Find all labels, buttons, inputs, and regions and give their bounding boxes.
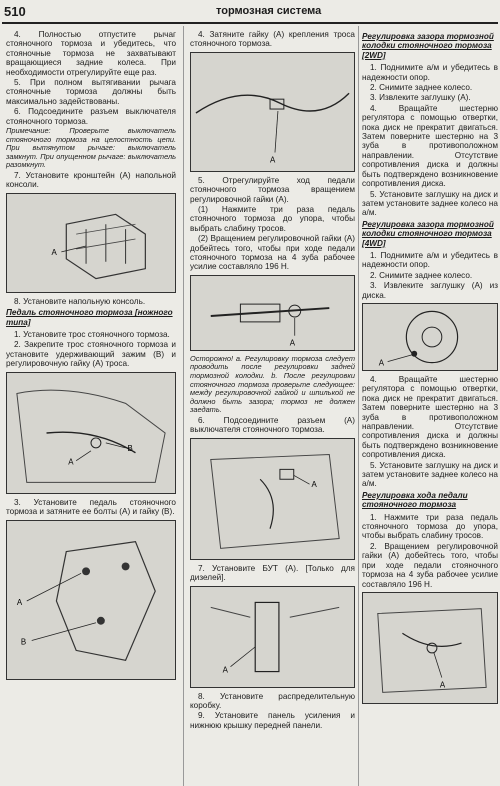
figure-pedal-adjust	[362, 592, 498, 704]
caution-note: Осторожно! а. Регулировку тормоза следует проводить после регулировки задней тормозной колодки. b. После регулировки стояночного тормоза проверьте следующее: между регулировочной гайкой и шпилькой не должно быть зазора; тормоз не должен заедать.	[190, 353, 355, 415]
section-heading: Регулировка зазора тормозной колодки стояночного тормоза [4WD]	[362, 219, 494, 248]
step-paragraph: 2. Снимите заднее колесо.	[370, 83, 473, 93]
step-paragraph: 2. Вращением регулировочной гайки (А) добейтесь того, чтобы при ходе педали стояночного тормоза на 4 зуба рабочее усилие составляло 196 Н.	[362, 541, 498, 589]
pedal-bolts-illustration	[7, 521, 175, 679]
step-paragraph: 6. Подсоедините разъем выключателя стояночного тормоза.	[6, 107, 176, 126]
step-paragraph: 2. Снимите заднее колесо.	[370, 270, 473, 280]
figure-pedal-bolts	[6, 520, 176, 680]
fig-label: A	[68, 457, 74, 467]
column-divider	[183, 26, 184, 786]
section-heading: Педаль стояночного тормоза [ножного типа]	[6, 308, 173, 327]
note-text: Примечание: Проверьте выключатель стояночного тормоза на целостность цепи. При вытянутом рычаге: выключатель замкнут. При опущенном рычаге: выключатель разомкнут.	[6, 126, 176, 170]
switch-connector-illustration	[191, 439, 354, 559]
fig-label: A	[289, 338, 296, 348]
cable-nut-illustration	[191, 53, 354, 171]
fig-label: A	[222, 665, 228, 675]
column-divider	[358, 26, 359, 786]
figure-cable-clip	[6, 372, 176, 494]
fig-label: A	[439, 680, 446, 690]
step-paragraph: 6. Подсоедините разъем (А) выключателя стояночного тормоза.	[190, 416, 355, 435]
column-right	[362, 30, 498, 708]
step-paragraph: 5. При полном вытягивании рычага стояночные тормоза должны быть максимально задействованы.	[6, 78, 176, 106]
fig-label: B	[20, 636, 27, 646]
step-paragraph: 3. Извлеките заглушку (А).	[370, 93, 471, 103]
step-paragraph: 3. Установите педаль стояночного тормоза и затяните ее болты (А) и гайку (В).	[6, 497, 176, 517]
step-paragraph: 4. Полностью отпустите рычаг стояночного тормоза и убедитесь, что стояночные тормоза не захватывают вращающиеся задние колеса. При необходимости отрегулируйте еще раз.	[6, 30, 176, 77]
console-bracket-illustration	[7, 194, 175, 292]
page-header	[0, 0, 500, 26]
figure-switch-connector	[190, 438, 355, 560]
page-number: 510	[4, 4, 26, 19]
step-paragraph: 5. Установите заглушку на диск и затем установите заднее колесо на а/м.	[362, 189, 498, 218]
step-paragraph: 1. Поднимите а/м и убедитесь в надежности опор.	[362, 63, 498, 82]
figure-console-bracket	[6, 193, 176, 293]
step-paragraph: 4. Затяните гайку (А) крепления троса стояночного тормоза.	[190, 30, 355, 49]
step-paragraph: 2. Закрепите трос стояночного тормоза и установите удерживающий зажим (В) и регулировочную гайку (А) троса.	[6, 340, 176, 369]
step-paragraph: 1. Поднимите а/м и убедитесь в надежности опор.	[362, 250, 498, 270]
disc-plug-illustration	[363, 304, 497, 370]
fig-label: B	[127, 443, 133, 453]
step-paragraph: 7. Установите кронштейн (А) напольной консоли.	[6, 171, 176, 190]
step-paragraph: 1. Установите трос стояночного тормоза.	[14, 330, 170, 340]
adjust-nut-illustration	[191, 276, 354, 350]
step-paragraph: 9. Установите панель усиления и нижнюю крышку передней панели.	[190, 711, 355, 730]
fig-label: A	[311, 479, 317, 489]
figure-ecu	[190, 586, 355, 688]
step-paragraph: (2) Вращением регулировочной гайки (А) добейтесь того, чтобы при ходе педали стояночного тормоза на 4 зуба рабочее усилие составляло 196 Н.	[190, 234, 355, 272]
fig-label: A	[16, 597, 23, 607]
step-paragraph: 8. Установите напольную консоль.	[14, 296, 146, 306]
step-paragraph: 5. Установите заглушку на диск и затем установите заднее колесо на а/м.	[362, 460, 498, 489]
ecu-illustration	[191, 587, 354, 687]
section-heading: Регулировка зазора тормозной колодки стояночного тормоза [2WD]	[362, 32, 494, 60]
step-paragraph: 4. Вращайте шестерню регулятора с помощью отвертки, пока диск не прекратит двигаться. Затем поверните шестерню на 3 зуба в противоположном направлении. Отсутствие сопротивления диска и должны быть подтверждено возникновение сопротивления диска.	[362, 103, 498, 189]
step-paragraph: 8. Установите распределительную коробку.	[190, 691, 355, 711]
header-rule	[2, 22, 498, 24]
figure-disc-plug	[362, 303, 498, 371]
figure-cable-nut	[190, 52, 355, 172]
cable-clip-illustration	[7, 373, 175, 493]
step-paragraph: 7. Установите БУТ (А). [Только для дизелей].	[190, 563, 355, 583]
section-title: тормозная система	[216, 5, 322, 17]
fig-label: A	[51, 247, 57, 257]
column-middle	[190, 30, 355, 731]
step-paragraph: (1) Нажмите три раза педаль стояночного тормоза до упора, чтобы выбрать слабину тросов.	[190, 205, 355, 233]
step-paragraph: 5. Отрегулируйте ход педали стояночного тормоза вращением регулировочной гайки (А).	[190, 175, 355, 204]
step-paragraph: 3. Извлеките заглушку (А) из диска.	[362, 281, 498, 300]
section-heading: Регулировка хода педали стояночного тормоза	[362, 490, 468, 510]
figure-adjust-nut	[190, 275, 355, 351]
pedal-adjust-illustration	[363, 593, 497, 703]
column-left	[6, 30, 176, 684]
fig-label: A	[378, 358, 385, 368]
step-paragraph: 1. Нажмите три раза педаль стояночного тормоза до упора, чтобы выбрать слабину тросов.	[362, 512, 498, 541]
step-paragraph: 4. Вращайте шестерню регулятора с помощью отвертки, пока диск не прекратит двигаться. Затем поверните шестерню на 3 зуба в противоположном направлении. Отсутствие сопротивления диска и должны быть подтверждено возникновение сопротивления диска.	[362, 374, 498, 460]
fig-label: A	[270, 155, 276, 165]
